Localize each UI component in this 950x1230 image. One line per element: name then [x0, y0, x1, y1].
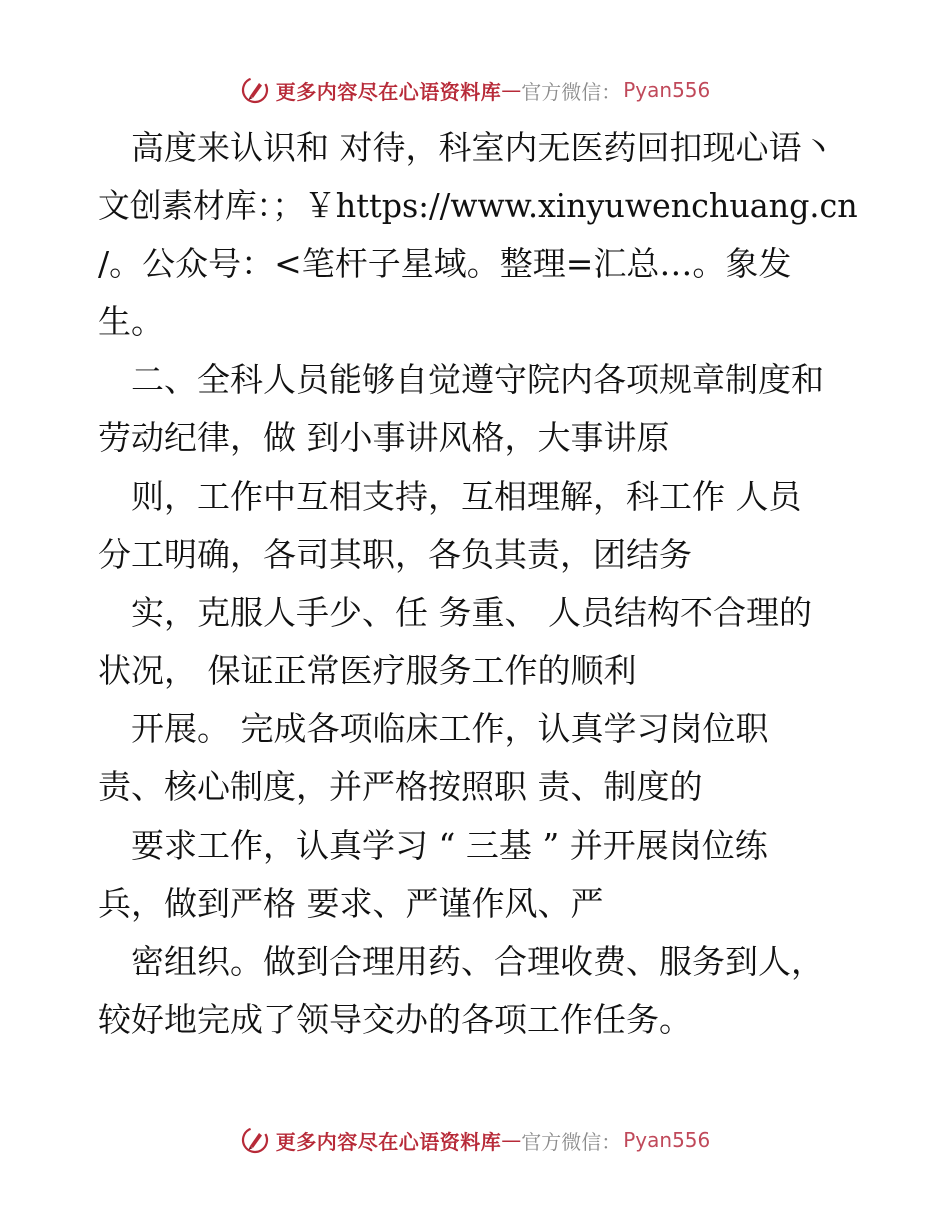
text-line: 文创素材库：；￥https://www.xinyuwenchuang.cn: [98, 186, 858, 225]
banner-wechat-label: 官方微信：: [521, 1129, 622, 1154]
text-line: 兵，做到严格 要求、严谨作风、严: [98, 884, 604, 923]
header-banner: [0, 70, 950, 110]
text-line: 二、全科人员能够自觉遵守院内各项规章制度和: [98, 360, 824, 399]
text-line: 要求工作，认真学习 “ 三基 ” 并开展岗位练: [98, 826, 768, 865]
text-line: 责、核心制度，并严格按照职 责、制度的: [98, 767, 703, 806]
banner-site-name: 更多内容尽在心语资料库: [275, 79, 502, 104]
text-line: 密组织。做到合理用药、合理收费、服务到人，: [98, 942, 824, 981]
text-line: /。公众号：<笔杆子星域。整理=汇总…。象发: [98, 244, 792, 283]
text-line: 较好地完成了领导交办的各项工作任务。: [98, 1000, 692, 1039]
text-line: 高度来认识和 对待，科室内无医药回扣现心语丶: [98, 128, 835, 167]
text-line: 分工明确，各司其职，各负其责，团结务: [98, 535, 692, 574]
footer-banner: [0, 1120, 950, 1160]
banner-dash: —: [501, 78, 522, 102]
text-line: 劳动纪律，做 到小事讲风格，大事讲原: [98, 418, 670, 457]
text-line: 实，克服人手少、任 务重、 人员结构不合理的: [98, 593, 812, 632]
text-line: 则，工作中互相支持，互相理解，科工作 人员: [98, 477, 802, 516]
text-line: 开展。 完成各项临床工作，认真学习岗位职: [98, 709, 769, 748]
banner-wechat-id: Pyan556: [623, 1128, 711, 1152]
banner-wechat-label: 官方微信：: [521, 79, 622, 104]
pen-nib-circle-icon: [240, 75, 270, 105]
pen-nib-circle-icon: [240, 1125, 270, 1155]
text-line: 状况， 保证正常医疗服务工作的顺利: [98, 651, 637, 690]
text-line: 生。: [98, 302, 164, 341]
banner-wechat-id: Pyan556: [623, 78, 711, 102]
banner-site-name: 更多内容尽在心语资料库: [275, 1129, 502, 1154]
banner-dash: —: [501, 1128, 522, 1152]
